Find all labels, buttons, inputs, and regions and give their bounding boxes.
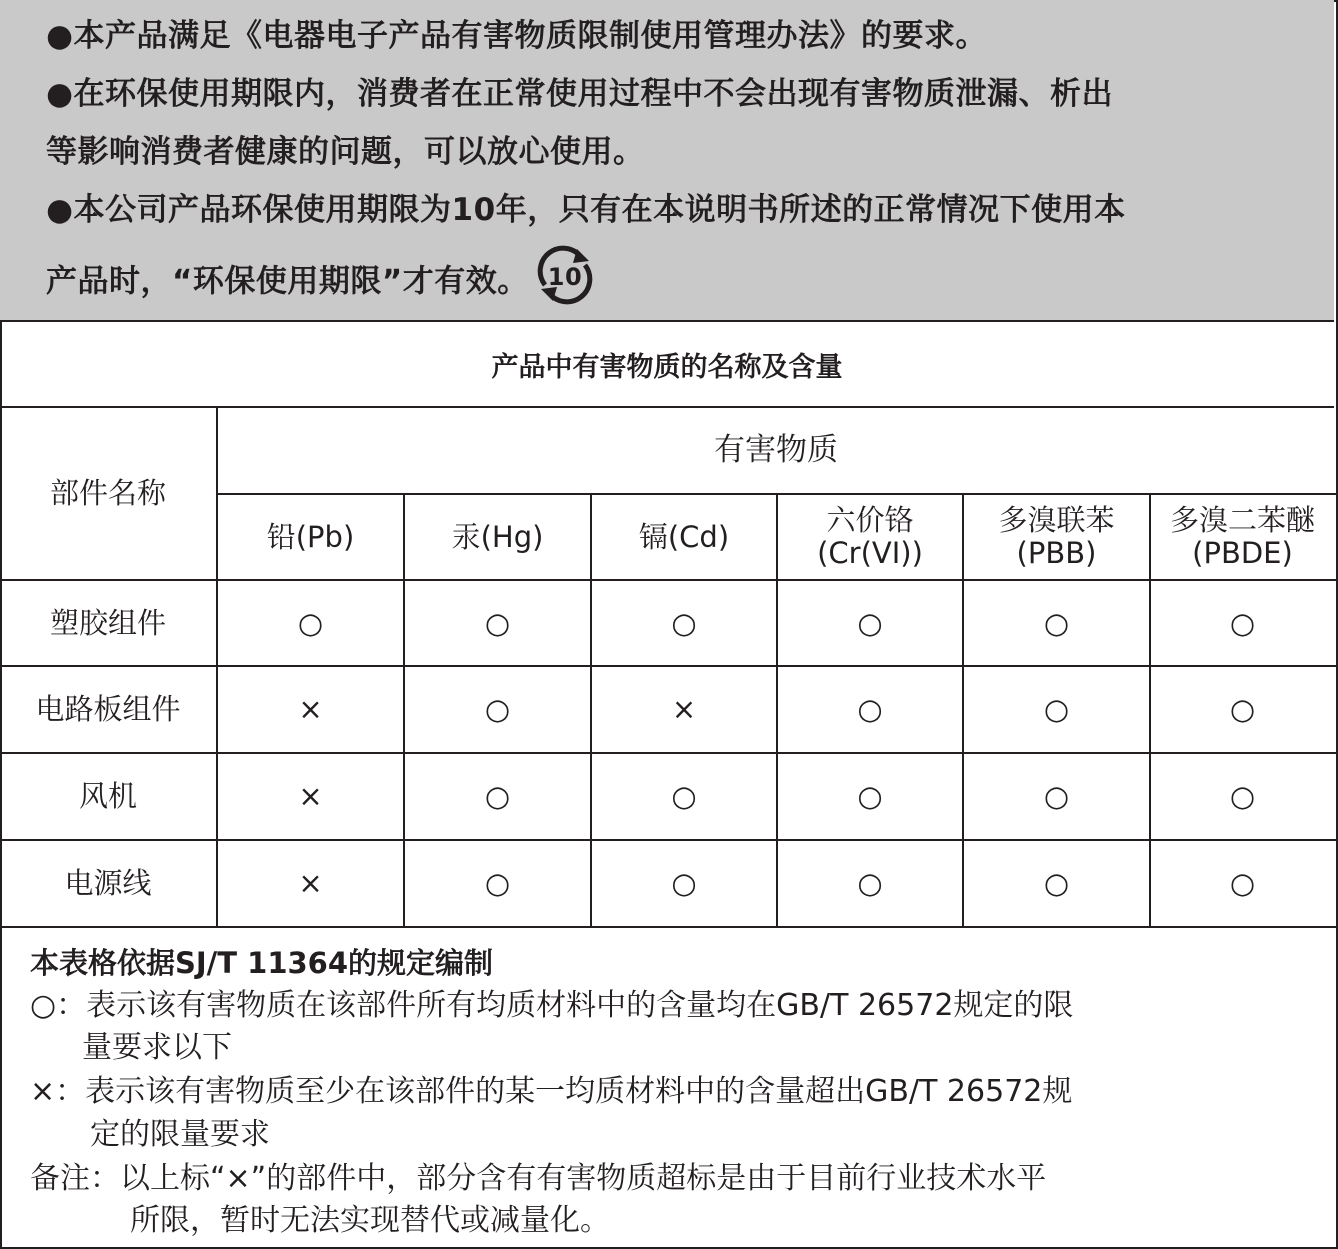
- column-header-hg: [405, 495, 590, 579]
- notice-section: [0, 0, 1334, 322]
- table-title: 产品中有害物质的名称及含量: [0, 322, 1334, 408]
- column-header-pbde-line2: (PBDE): [1192, 536, 1293, 570]
- circle-legend-line-1: ○：表示该有害物质在该部件所有均质材料中的含量均在GB/T 26572规定的限: [30, 988, 1074, 1023]
- cross-legend-line-2: 定的限量要求: [90, 1117, 270, 1152]
- table-cell: ○: [857, 605, 883, 640]
- table-cell: ○: [297, 605, 324, 640]
- table-cell: ×: [298, 692, 323, 726]
- column-header-hg-line1: 汞(Hg): [451, 519, 544, 554]
- table-cell: ○: [1043, 692, 1070, 726]
- column-header-pb-line1: 铅(Pb): [266, 519, 355, 554]
- table-cell: ○: [671, 605, 697, 640]
- table-cell: ○: [857, 779, 883, 813]
- notice-line-3: 等影响消费者健康的问题，可以放心使用。: [46, 134, 645, 170]
- table-cell: ○: [671, 866, 697, 900]
- table-cell: ○: [671, 779, 697, 813]
- circle-legend-line-2: 量要求以下: [82, 1030, 232, 1065]
- table-cell: ○: [1229, 605, 1256, 640]
- notice-line-5: [46, 248, 597, 318]
- column-header-cr-line1: 六价铬: [826, 503, 914, 537]
- column-header-cr-line2: (Cr(VI)): [817, 536, 923, 570]
- column-header-pbde-line1: 多溴二苯醚: [1169, 503, 1315, 537]
- table-cell: ○: [1043, 779, 1070, 813]
- row-name: 电源线: [64, 866, 152, 900]
- notice-line-5-text: 产品时，“环保使用期限”才有效。: [46, 263, 529, 300]
- remark-line-1: 备注：以上标“×”的部件中，部分含有有害物质超标是由于目前行业技术水平: [30, 1161, 1047, 1196]
- notice-line-2: ●在环保使用期限内，消费者在正常使用过程中不会出现有害物质泄漏、析出: [46, 76, 1114, 112]
- table-cell: ○: [857, 866, 883, 900]
- cross-legend-line-1: ×：表示该有害物质至少在该部件的某一均质材料中的含量超出GB/T 26572规: [30, 1074, 1073, 1109]
- table-cell: ○: [1229, 779, 1256, 813]
- table-cell: ○: [484, 866, 511, 900]
- column-header-cd: [592, 495, 776, 579]
- column-header-pbb-line1: 多溴联苯: [998, 503, 1115, 537]
- grid-line: [0, 926, 1336, 928]
- part-name-header: 部件名称: [49, 476, 166, 510]
- column-header-pb: [218, 495, 403, 579]
- row-name: 塑胶组件: [49, 605, 166, 640]
- table-cell: ○: [1043, 866, 1070, 900]
- table-cell: ○: [484, 692, 511, 726]
- column-header-pbde: [1151, 495, 1334, 579]
- table-cell: ○: [1229, 866, 1256, 900]
- basis-note: 本表格依据SJ/T 11364的规定编制: [30, 946, 494, 980]
- substances-header: 有害物质: [714, 432, 838, 468]
- column-header-pbb: [964, 495, 1149, 579]
- table-cell: ×: [671, 692, 697, 726]
- table-cell: ×: [298, 866, 323, 900]
- row-name: 风机: [78, 779, 137, 813]
- epup-10-icon: [533, 245, 597, 315]
- column-header-pbb-line2: (PBB): [1016, 536, 1097, 570]
- row-name: 电路板组件: [35, 692, 181, 726]
- notice-line-4: ●本公司产品环保使用期限为10年，只有在本说明书所述的正常情况下使用本: [46, 192, 1126, 228]
- notice-line-1: ●本产品满足《电器电子产品有害物质限制使用管理办法》的要求。: [46, 18, 988, 54]
- remark-line-2: 所限，暂时无法实现替代或减量化。: [130, 1203, 610, 1238]
- epup-number: 10: [547, 263, 582, 291]
- table-cell: ○: [484, 605, 511, 640]
- column-header-cd-line1: 镉(Cd): [638, 519, 730, 554]
- table-cell: ×: [298, 779, 323, 813]
- table-cell: ○: [1229, 692, 1256, 726]
- table-cell: ○: [1043, 605, 1070, 640]
- table-cell: ○: [484, 779, 511, 813]
- table-cell: ○: [857, 692, 883, 726]
- column-header-cr: [778, 495, 962, 579]
